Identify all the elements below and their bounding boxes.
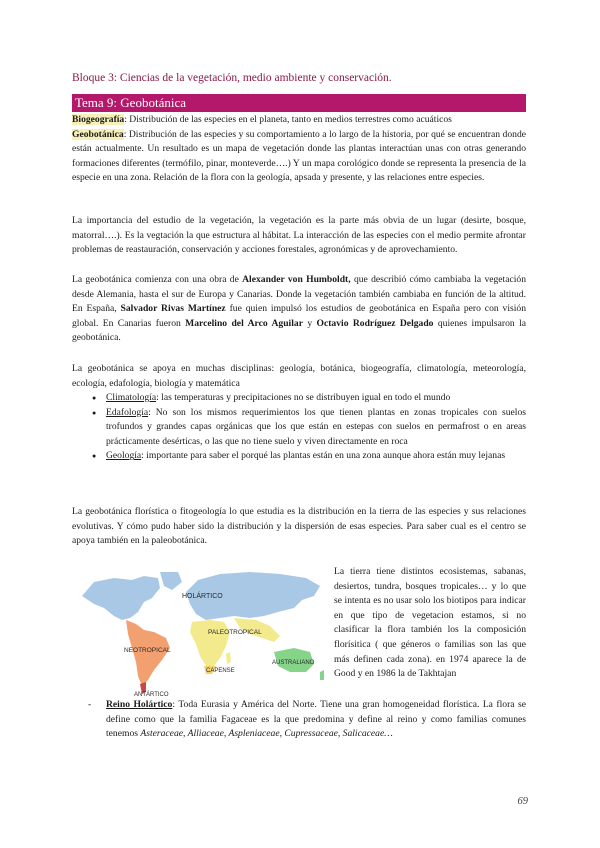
def-biogeografia: [72, 113, 526, 128]
dash-bullet: -: [88, 699, 92, 710]
reino-holartico-item: [88, 698, 526, 742]
floristic-kingdoms-map: [74, 568, 328, 698]
paragraph-floristic: La geobotánica florística o fitogeología lo que estudia es la distribución en la tierra de las especies y sus relaciones evolutivas. Y cómo pudo haber sido la distribución y la dispersión de esas especies. Para saber cual es el centro se apoya también en la paleobotánica.: [72, 506, 526, 547]
bullet-term: Climatología: [106, 392, 157, 403]
page-number: 69: [517, 796, 528, 807]
label-antartico: ANTÁRTICO: [134, 692, 169, 698]
topic-title: Tema 9: Geobotánica: [75, 95, 186, 110]
label-neotropical: NEOTROPICAL: [124, 647, 171, 654]
label-paleotropical: PALEOTROPICAL: [208, 629, 262, 636]
paragraph-ecosystems: La tierra tiene distintos ecosistemas, sabanas, desiertos, tundra, bosques tropicales… y lo que se intenta es no usar solo los biotipos para indicar en que tipo de vegetacion estamos, si no clasificar la flora también los la composición florísitica ( que géneros o familias son las que más definen cada zona). en 1974 aparece la de Good y en 1986 la de Takhtajan: [334, 566, 526, 680]
p2-a: La geobotánica comienza con una obra de: [72, 274, 243, 285]
label-holartico: HOLÁRTICO: [182, 593, 223, 600]
list-item: [92, 406, 526, 450]
list-item: [92, 449, 526, 464]
block-title: Bloque 3: Ciencias de la vegetación, medio ambiente y conservación.: [72, 72, 392, 84]
name-rivas: Salvador Rivas Martínez: [120, 303, 226, 315]
def-biogeografia-text: : Distribución de las especies en el planeta, tanto en medios terrestres como acuáticos: [124, 114, 452, 125]
bullet-text: : las temperaturas y precipitaciones no se distribuyen igual en todo el mundo: [156, 392, 451, 403]
bullet-text: : No son los mismos requerimientos los que tienen plantas en zonas tropicales con suelos trofundos y grandes capas orgánicas que los que están en estepas con suelos en permafrost o en areas prácticamente desérticas, o las que no tiene suelo y viven directamente en roca: [106, 406, 526, 447]
topic-banner: [72, 94, 526, 112]
name-humboldt: Alexander von Humboldt,: [242, 274, 351, 285]
p2-i: quienes impulsaron la geobotánica.: [72, 317, 527, 344]
disciplines-list: [92, 391, 526, 464]
bullet-term: Geología: [106, 450, 142, 462]
reino-text: : Toda Eurasia y América del Norte. Tiene una gran homogeneidad florística. La flora se define como que la familia Fagaceae es la que predomina y define al reino y como familias comunes tenemos: [106, 699, 526, 740]
def-geobotanica: [72, 128, 526, 186]
definitions: [72, 113, 526, 186]
reino-term: Reino Holártico: [106, 699, 173, 710]
bullet-text: : importante para saber el porqué las plantas están en una zona aunque ahora están muy lejanas: [141, 450, 506, 462]
paragraph-importance: La importancia del estudio de la vegetación, la vegetación es la parte más obvia de un lugar (desirte, bosque, matorral….). Es la vegtación la que estructura al hábitat. La interacción de las especies con el medio permite afrontar problemas de reastauración, conservación y acciones forestales, agronómicas y de aprovechamiento.: [72, 215, 526, 256]
p2-e: fue quien impulsó los estudios de geobotánica en España pero con visión global. En Canarias fueron: [72, 303, 527, 329]
reino-families: Asteraceae, Alliaceae, Aspleniaceae, Cupressaceae, Salicaceae…: [140, 728, 393, 740]
paragraph-disciplines: La geobotánica se apoya en muchas disciplinas: geología, botánica, biogeografía, climatología, meteorología, ecología, edafología, biología y matemática: [72, 363, 526, 389]
p2-c: que describió cómo cambiaba la vegetación desde Alemania, hasta el sur de Europa y Canarias. Donde la vegetación también cambiaba en función de la altitud. En España,: [72, 274, 526, 315]
p2-g: y: [302, 317, 317, 329]
label-australiano: AUSTRALIANO: [272, 660, 315, 666]
reino-body: [88, 698, 526, 742]
term-biogeografia: Biogeografía: [72, 114, 125, 125]
term-geobotanica: Geobotánica: [72, 128, 124, 140]
name-arco: Marcelino del Arco Aguilar: [185, 317, 303, 329]
list-item: [92, 391, 526, 406]
world-map-image: [74, 568, 328, 698]
label-capense: CAPENSE: [206, 668, 235, 674]
paragraph-history: [72, 273, 526, 346]
bullet-term: Edafología: [106, 406, 149, 418]
name-rodriguez: Octavio Rodríguez Delgado: [316, 317, 434, 329]
def-geobotanica-text: : Distribución de las especies y su comportamiento a lo largo de la historia, por qué se encuentran donde están actualmente. Un resultado es un mapa de vegetación donde las plantas interactúan unas con otras generando formaciones diferentes (termófilo, pinar, monteverde….) Y un mapa corológico donde se representa la presencia de la especie en una zona. Relación de la flora con la geología, apsada y presente, y las relaciones entre especies.: [72, 128, 526, 184]
